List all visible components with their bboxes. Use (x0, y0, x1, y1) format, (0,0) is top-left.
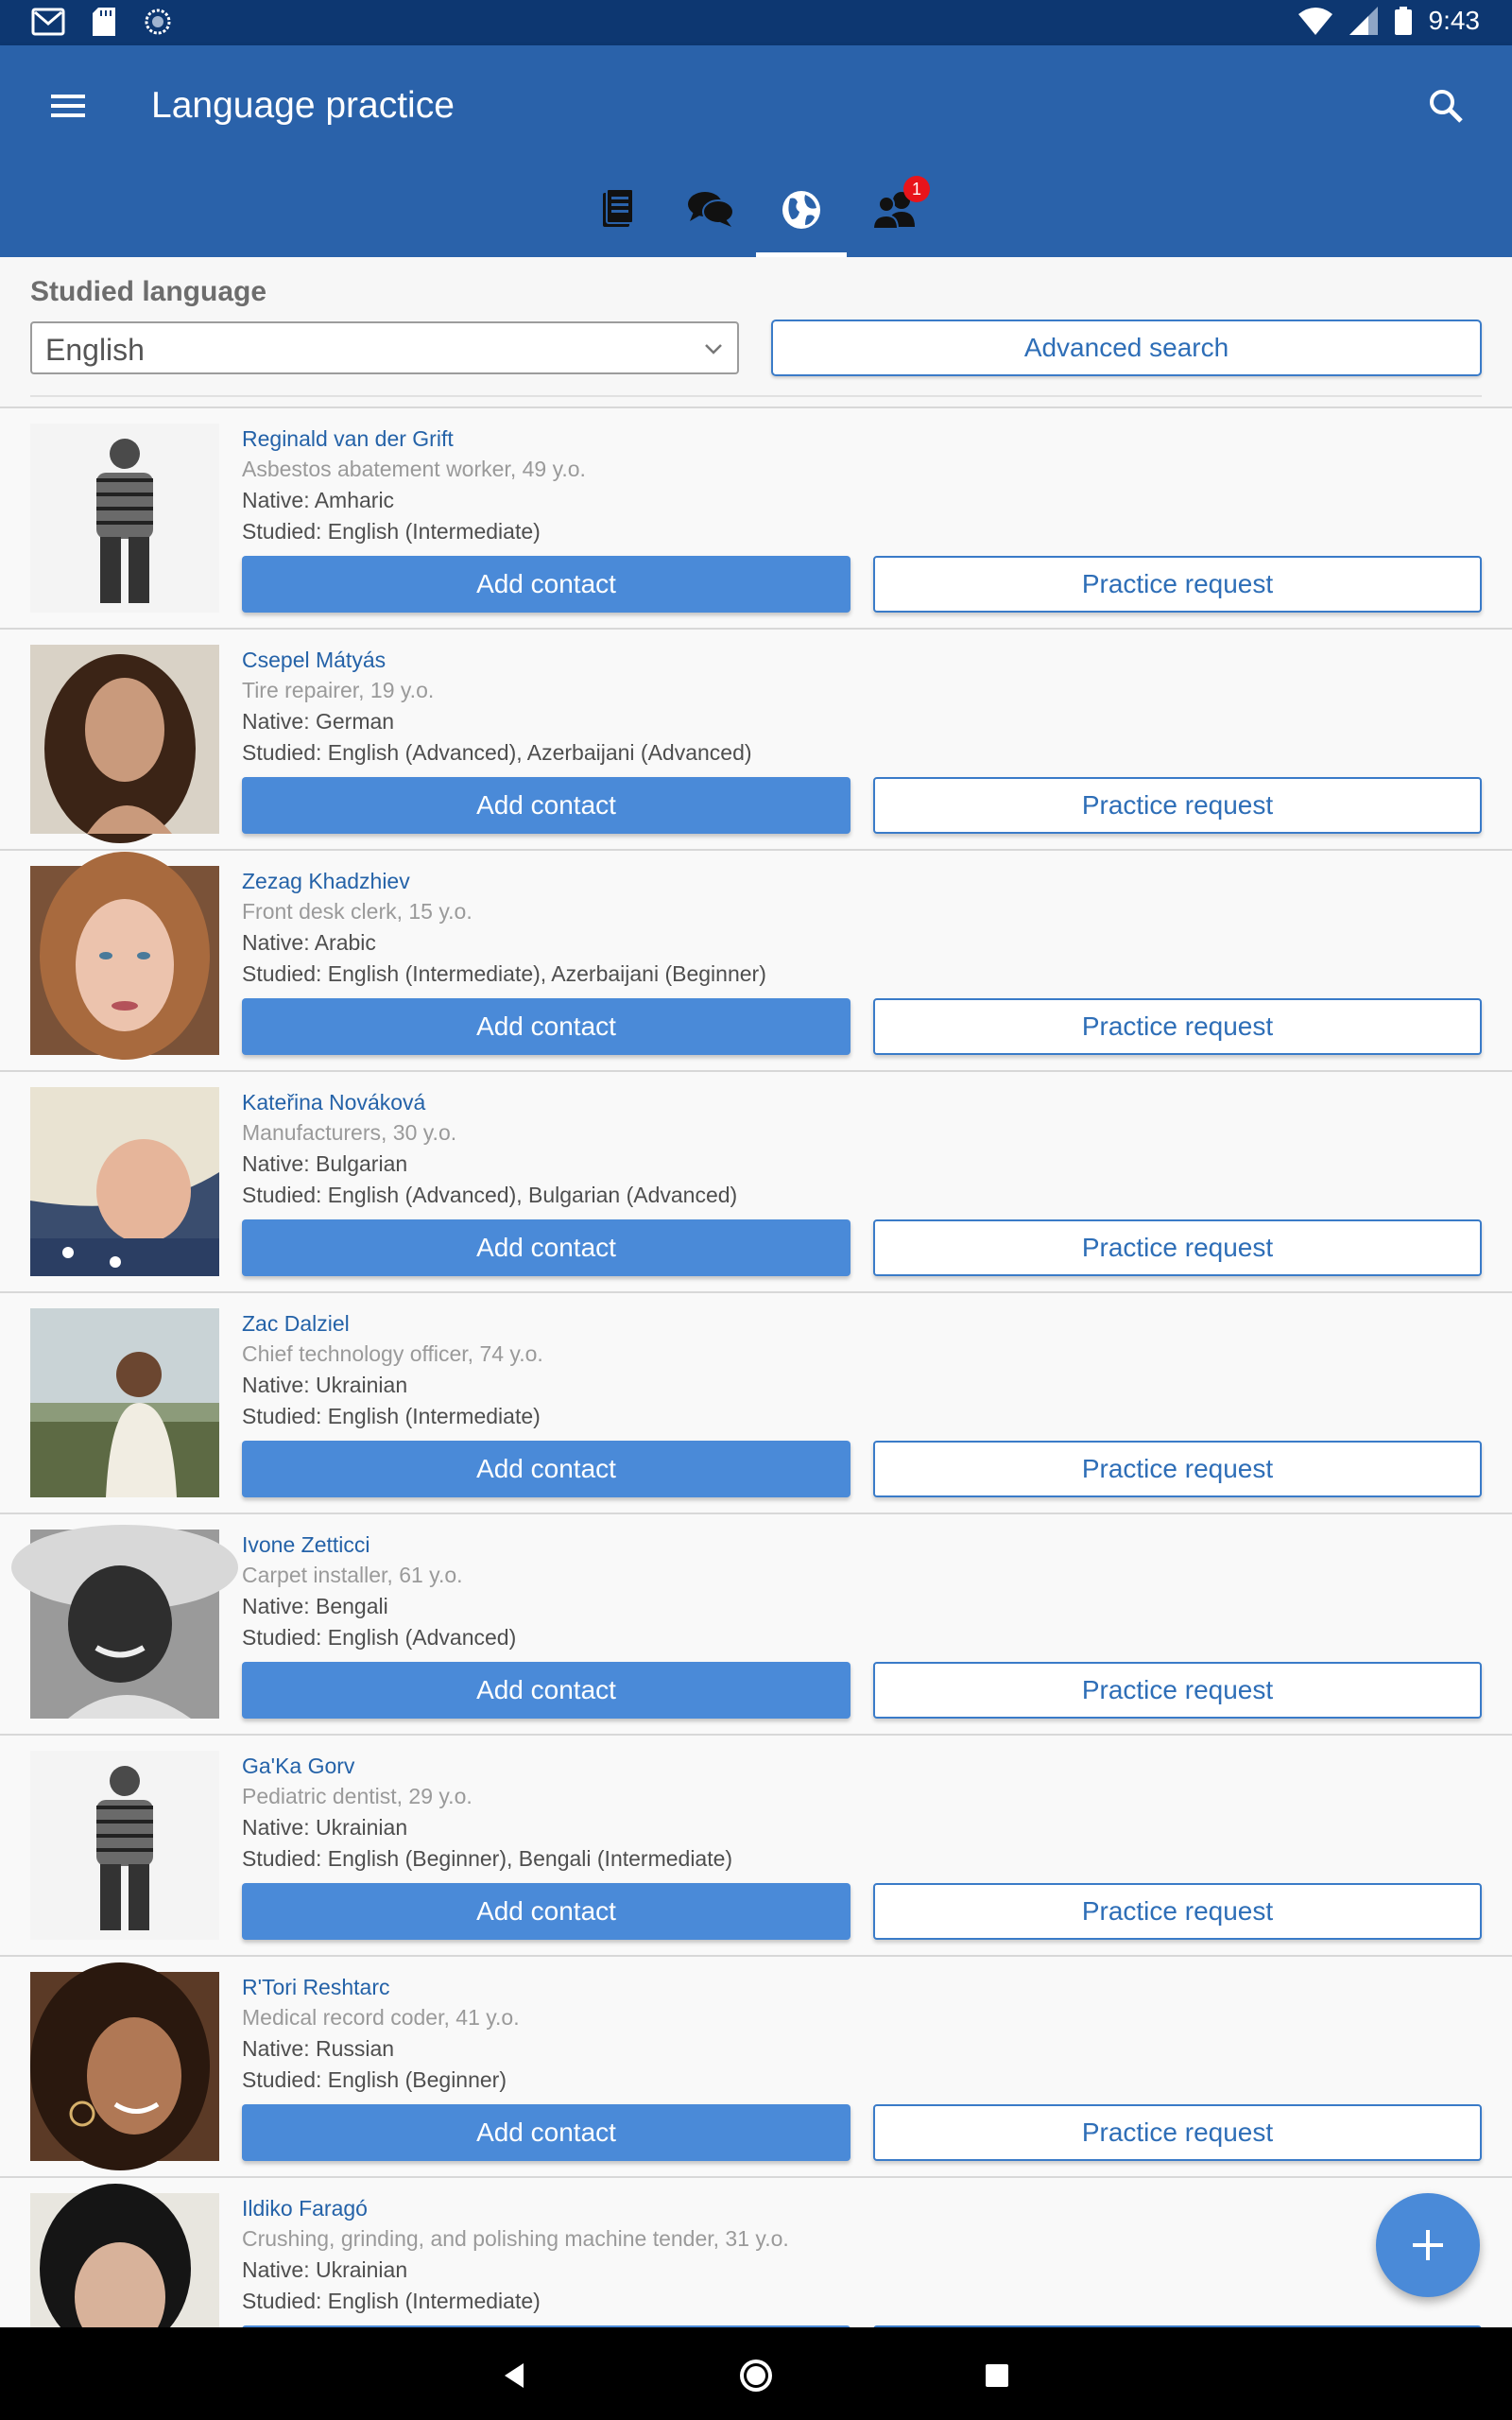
divider (30, 395, 1482, 397)
list-item (0, 628, 1512, 849)
list-item (0, 1070, 1512, 1291)
person-native-language: Native: Ukrainian (242, 2257, 408, 2282)
filter-panel (0, 257, 1512, 401)
plus-icon (1409, 2226, 1447, 2264)
language-select[interactable] (30, 321, 739, 374)
person-native-language: Native: Bulgarian (242, 1151, 408, 1176)
person-job: Asbestos abatement worker, 49 y.o. (242, 457, 586, 481)
avatar[interactable] (30, 1530, 219, 1719)
sync-icon (144, 8, 172, 36)
person-name[interactable]: Ivone Zetticci (242, 1532, 370, 1557)
person-job: Pediatric dentist, 29 y.o. (242, 1784, 472, 1808)
tab-explore[interactable] (756, 166, 847, 257)
add-contact-button[interactable]: Add contact (242, 1219, 850, 1276)
practice-request-button[interactable]: Practice request (873, 1883, 1482, 1940)
list-item (0, 406, 1512, 628)
person-native-language: Native: Amharic (242, 488, 395, 512)
list-item (0, 1512, 1512, 1734)
tab-bar (0, 166, 1512, 257)
avatar[interactable] (30, 866, 219, 1055)
person-native-language: Native: Arabic (242, 930, 376, 955)
system-nav-bar (0, 2327, 1512, 2420)
avatar[interactable] (30, 424, 219, 613)
tab-documents[interactable] (573, 166, 663, 257)
person-job: Chief technology officer, 74 y.o. (242, 1341, 543, 1366)
avatar[interactable] (30, 1972, 219, 2161)
list-item (0, 1734, 1512, 1955)
person-studied-languages: Studied: English (Advanced) (242, 1625, 517, 1650)
person-job: Medical record coder, 41 y.o. (242, 2005, 520, 2030)
person-job: Tire repairer, 19 y.o. (242, 678, 435, 702)
back-icon (491, 2352, 539, 2399)
notification-badge: 1 (903, 176, 930, 202)
page-title: Language practice (151, 85, 455, 126)
person-native-language: Native: Ukrainian (242, 1373, 408, 1397)
language-select-value: English (45, 333, 145, 367)
avatar[interactable] (30, 645, 219, 834)
search-button[interactable] (1425, 85, 1467, 127)
person-name[interactable]: Reginald van der Grift (242, 426, 454, 451)
person-studied-languages: Studied: English (Advanced), Azerbaijani (Advanced) (242, 740, 752, 765)
globe-icon (779, 187, 824, 233)
person-job: Front desk clerk, 15 y.o. (242, 899, 472, 924)
add-contact-button[interactable]: Add contact (242, 1883, 850, 1940)
battery-icon (1395, 7, 1412, 35)
menu-button[interactable] (47, 87, 89, 125)
recents-button[interactable] (973, 2352, 1021, 2399)
practice-request-button[interactable]: Practice request (873, 1662, 1482, 1719)
back-button[interactable] (491, 2352, 539, 2399)
practice-request-button[interactable]: Practice request (873, 1219, 1482, 1276)
add-fab-button[interactable] (1376, 2193, 1480, 2297)
person-native-language: Native: Ukrainian (242, 1815, 408, 1840)
person-native-language: Native: Russian (242, 2036, 395, 2061)
person-name[interactable]: Kateřina Nováková (242, 1090, 426, 1115)
avatar[interactable] (30, 1087, 219, 1276)
add-contact-button[interactable]: Add contact (242, 777, 850, 834)
person-studied-languages: Studied: English (Intermediate), Azerbaijani (Beginner) (242, 961, 766, 986)
person-name[interactable]: R'Tori Reshtarc (242, 1975, 390, 1999)
home-button[interactable] (732, 2352, 780, 2399)
search-icon (1425, 85, 1467, 127)
practice-request-button[interactable]: Practice request (873, 1441, 1482, 1497)
cell-signal-icon (1349, 7, 1378, 35)
person-name[interactable]: Ildiko Faragó (242, 2196, 368, 2221)
wifi-icon (1298, 7, 1332, 35)
person-native-language: Native: Bengali (242, 1594, 388, 1618)
gmail-icon (32, 9, 64, 35)
clock: 9:43 (1428, 6, 1480, 35)
add-contact-button[interactable]: Add contact (242, 1441, 850, 1497)
menu-icon (47, 87, 89, 125)
person-native-language: Native: German (242, 709, 395, 734)
chevron-down-icon (703, 338, 724, 359)
person-job: Manufacturers, 30 y.o. (242, 1120, 457, 1145)
studied-language-label: Studied language (30, 276, 267, 307)
person-job: Crushing, grinding, and polishing machine tender, 31 y.o. (242, 2226, 789, 2251)
person-studied-languages: Studied: English (Intermediate) (242, 2289, 541, 2313)
person-studied-languages: Studied: English (Intermediate) (242, 1404, 541, 1428)
app-bar (0, 45, 1512, 166)
person-studied-languages: Studied: English (Beginner) (242, 2067, 507, 2092)
add-contact-button[interactable]: Add contact (242, 1662, 850, 1719)
person-studied-languages: Studied: English (Intermediate) (242, 519, 541, 544)
person-name[interactable]: Ga'Ka Gorv (242, 1754, 355, 1778)
tab-chats[interactable] (663, 166, 754, 257)
avatar[interactable] (30, 1751, 219, 1940)
person-name[interactable]: Zezag Khadzhiev (242, 869, 410, 893)
add-contact-button[interactable]: Add contact (242, 998, 850, 1055)
practice-request-button[interactable]: Practice request (873, 998, 1482, 1055)
person-name[interactable]: Csepel Mátyás (242, 648, 387, 672)
advanced-search-button[interactable]: Advanced search (771, 320, 1482, 376)
sd-card-icon (93, 8, 115, 36)
person-name[interactable]: Zac Dalziel (242, 1311, 350, 1336)
person-studied-languages: Studied: English (Beginner), Bengali (Intermediate) (242, 1846, 733, 1871)
add-contact-button[interactable]: Add contact (242, 556, 850, 613)
home-icon (732, 2352, 780, 2399)
status-bar (0, 0, 1512, 45)
recents-icon (973, 2352, 1021, 2399)
people-list (0, 406, 1512, 2327)
list-item (0, 849, 1512, 1070)
tab-contacts[interactable] (849, 166, 939, 257)
practice-request-button[interactable]: Practice request (873, 2104, 1482, 2161)
chat-icon (686, 187, 735, 233)
list-item (0, 1955, 1512, 2176)
add-contact-button[interactable]: Add contact (242, 2104, 850, 2161)
person-job: Carpet installer, 61 y.o. (242, 1563, 463, 1587)
practice-request-button[interactable]: Practice request (873, 777, 1482, 834)
document-icon (595, 187, 641, 233)
list-item (0, 1291, 1512, 1512)
practice-request-button[interactable]: Practice request (873, 556, 1482, 613)
person-studied-languages: Studied: English (Advanced), Bulgarian (Advanced) (242, 1183, 738, 1207)
avatar[interactable] (30, 1308, 219, 1497)
